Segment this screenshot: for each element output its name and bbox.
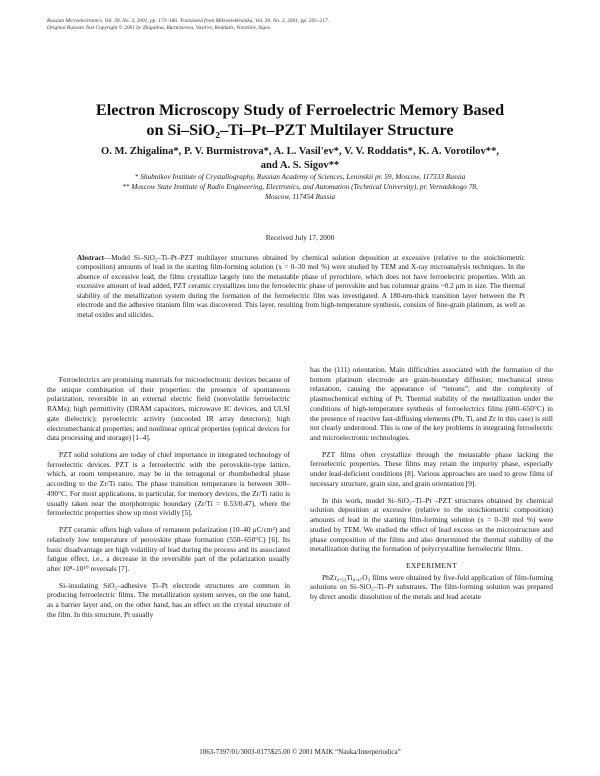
body-paragraph: Ferroelectrics are promising materials for microelectronic devices because of the unique combination of their properties: the presence of spontaneous polarization, reversible in an external electric field (nonvolatile ferroelectric RAMs); high permittivity (DRAM capacitors, microwave IC devices, and ULSI gate dielectric); pyroelectric activity (uncooled IR array detectors); high electromechanical properties; and nonlinear optical properties (optical devices for data processing and storage) [1–4]. (47, 375, 290, 443)
body-paragraph: PZT solid solutions are today of chief importance in integrated technology of ferroelectric devices. PZT is a ferroelectric with the perovskite-type lattice, which, at room temperature, may be in the tetragonal or rhombohedral phase according to the Zr/Ti ratio. The phase transition temperature is between 300–490°C. For most applications, in particular, for memory devices, the Zr/Ti ratio is usually taken near the morphotropic boundary (Zr/Ti = 0.53/0.47), where the ferroelectric properties show up most vividly [5]. (47, 450, 290, 518)
affiliation-2: ** Moscow State Institute of Radio Engineering, Electronics, and Automation (Technical University), pr. Vernadskogo 78, (122, 182, 478, 191)
copyright-line: Original Russian Text Copyright © 2001 by Zhigalina, Burmistrova, Vasil'ev, Roddatis, Vorotilov, Sigov. (47, 25, 272, 31)
body-paragraph: In this work, model Si–SiO₂–Ti–Pt –PZT structures obtained by chemical solution deposition at excessive (relative to the stoichiometric composition) amounts of lead in the starting film-forming solution (x = 0–30 mol %) were studied by TEM. We studied the effect of lead excess on the microstructure and phase composition of the films and also determined the thermal stability of the metallization during the formation of polycrystalline ferroelectric films. (310, 495, 553, 554)
right-column (310, 365, 553, 609)
affiliations (40, 172, 560, 202)
paper-title (40, 100, 560, 140)
journal-citation: Russian Microelectronics, Vol. 30, No. 3, 2001, pp. 173–186. Translated from Mikroelektronika, Vol. 30, No. 3, 2001, pp. 205–217. (47, 18, 329, 24)
abstract-label: Abstract (77, 254, 104, 262)
affiliation-1: * Shubnikov Institute of Crystallography, Russian Academy of Sciences, Leninskii pr. 59, Moscow, 117333 Russia (134, 172, 466, 181)
body-paragraph: Si–insulating SiO₂–adhesive Ti–Pt electrode structures are common in producing ferroelectric films. The metallization system serves, on the one hand, as a barrier layer and, on the other hand, has an effect on the crystal structure of the film. In this structure, Pt usually (47, 580, 290, 619)
left-column (47, 375, 290, 627)
body-paragraph: has the (111) orientation. Main difficulties associated with the formation of the bottom platinum electrode are grain-boundary diffusion; mechanical stress relaxation, causing the appearance of “tenons”; and the complexity of plasmochemical etching of Pt. Thermal stability of the metallization under the conditions of high-temperature synthesis of ferroelectrics films (600–650°C) in the presence of reactive fast-diffusing elements (Pb, Ti, and Zr in this case) is still not clearly understood. This is one of the key problems in integrating ferroelectric and microelectronic technologies. (310, 365, 553, 443)
body-paragraph: PZT films often crystallize through the metastable phase lacking the ferroelectric properties. These films may retain the impurity phase, especially under lead-deficient conditions [8]. Various approaches are used to grow films of necessary structure, grain size, and grain orientation [9]. (310, 449, 553, 488)
section-heading-experiment: EXPERIMENT (405, 560, 458, 570)
affiliation-2-cont: Moscow, 117454 Russia (264, 192, 336, 201)
title-line-2: on Si–SiO₂–Ti–Pt–PZT Multilayer Structure (146, 121, 454, 139)
title-line-1: Electron Microscopy Study of Ferroelectric Memory Based (95, 101, 505, 119)
body-paragraph: PbZr₀.₅₃Ti₀.₄₇O₃ films were obtained by five-fold application of film-forming solutions on Si–SiO₂–Ti–Pt substrates. The film-forming solution was prepared by direct anodic dissolution of the metals and lead acetate (310, 572, 553, 602)
journal-header (47, 18, 547, 32)
authors-line-2: and A. S. Sigov** (260, 160, 340, 171)
footer-copyright: 1063-7397/01/3003-0175$25.00 © 2001 MAIK “Nauka/Interperiodica” (199, 748, 401, 756)
received-date: Received July 17, 2000 (265, 233, 335, 242)
authors-line-1: O. M. Zhigalina*, P. V. Burmistrova*, A. L. Vasil'ev*, V. V. Roddatis*, K. A. Vorotilov**, (100, 146, 500, 157)
body-paragraph: PZT ceramic offers high values of remanent polarization (10–40 μC/cm²) and relatively low temperature of perovskite phase formation (550–650°C) [6]. Its basic disadvantage are high volatility of lead during the process and its associated fatigue effect, i.e., a decrease in the reversible part of the polarization usually after 10⁸–10¹⁰ reversals [7]. (47, 525, 290, 573)
author-list (40, 145, 560, 173)
abstract-text: —Model Si–SiO₂–Ti–Pt–PZT multilayer structures obtained by chemical solution deposition at excessive (relative to the stoichiometric composition) amounts of lead in the starting film-forming solution (x = 0–30 mol %) were studied by TEM and X-ray microanalysis techniques. In the absence of excessive lead, the films crystallize largely into the metastable phase of pyrochlore, which does not have ferroelectric properties. With an excessive amount of lead added, PZT ceramic crystallizes into the ferroelectric phase of perovskite and has columnar grains ~0.2 μm in size. The thermal stability of the metallization system during the formation of the ferroelectric film was investigated. A 180-nm-thick transition layer between the Pt electrode and the adhesive titanium film was discovered. This layer, resulting from high-temperature synthesis, consists of fine-grain platinum, as well as metal oxides and silicides. (77, 254, 525, 319)
abstract (77, 254, 525, 320)
